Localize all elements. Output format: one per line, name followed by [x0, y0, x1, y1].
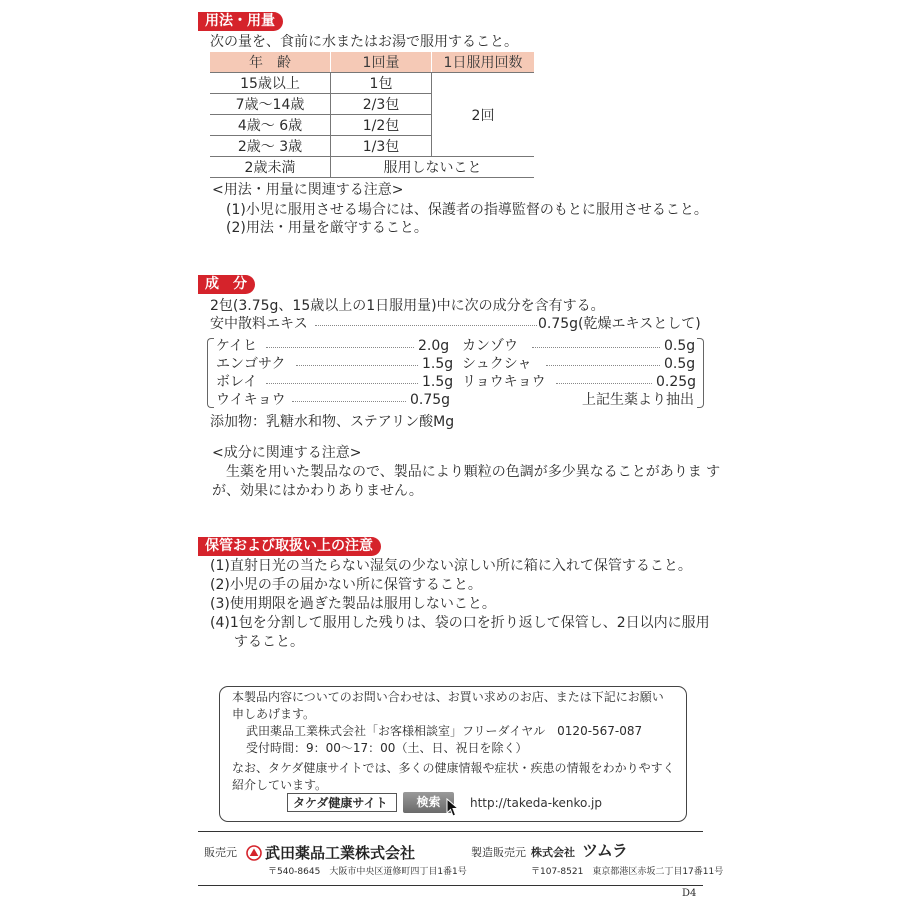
daily-times-cell: 2回: [432, 73, 535, 157]
storage-item: すること。: [234, 634, 304, 650]
ingredient-amount: 0.75g: [410, 392, 451, 408]
ingredient-amount: 0.5g: [664, 356, 696, 372]
site-url[interactable]: http://takeda-kenko.jp: [470, 796, 602, 810]
cursor-icon: [446, 798, 460, 818]
dosage-table: [210, 52, 534, 178]
storage-item: (3)使用期限を過ぎた製品は服用しないこと。: [210, 596, 496, 612]
seller-name: 武田薬品工業株式会社: [265, 844, 416, 862]
contact-line: 本製品内容についてのお問い合わせは、お買い求めのお店、または下記にお願い: [232, 690, 664, 704]
header-daily: 1日服用回数: [432, 52, 535, 73]
age-cell: 2歳未満: [210, 157, 331, 178]
page-code: D4: [682, 888, 697, 899]
storage-heading: 保管および取扱い上の注意: [198, 537, 381, 556]
ingredient-name: ウイキョウ: [216, 392, 286, 408]
amount-cell: 1/2包: [331, 115, 432, 136]
contact-line: 申しあげます。: [232, 707, 316, 721]
ingredient-amount: 0.25g: [656, 374, 697, 390]
takeda-logo-icon: [246, 845, 262, 861]
age-cell: 15歳以上: [210, 73, 331, 94]
table-row: [210, 73, 534, 94]
footer-divider-top: [198, 831, 703, 832]
dosage-note: (2)用法・用量を厳守すること。: [226, 220, 428, 236]
extract-name: 安中散料エキス: [210, 316, 308, 332]
extract-amount: 0.75g(乾燥エキスとして): [538, 316, 701, 332]
ingredient-name: シュクシャ: [462, 356, 532, 372]
ingredients-heading: 成 分: [198, 275, 255, 294]
storage-item: (4)1包を分割して服用した残りは、袋の口を折り返して保管し、2日以内に服用: [210, 615, 710, 631]
header-age: 年 齢: [210, 52, 331, 73]
seller-label: 販売元: [204, 846, 237, 859]
dosage-notes-title: <用法・用量に関連する注意>: [212, 182, 404, 198]
ingredient-amount: 1.5g: [422, 356, 454, 372]
ingredient-name: エンゴサク: [216, 356, 286, 372]
ingredient-name: ボレイ: [216, 374, 258, 390]
site-line: なお、タケダ健康サイトでは、多くの健康情報や症状・疾患の情報をわかりやすく: [232, 761, 675, 775]
dosage-note: (1)小児に服用させる場合には、保護者の指導監督のもとに服用させること。: [226, 202, 708, 218]
leader-dots: [532, 347, 660, 348]
maker-prefix: 株式会社: [531, 846, 575, 859]
storage-item: (1)直射日光の当たらない湿気の少ない涼しい所に箱に入れて保管すること。: [210, 558, 692, 574]
extract-note: 上記生薬より抽出: [582, 392, 694, 408]
ingredient-name: ケイヒ: [216, 338, 258, 354]
ingredients-note: が、効果にはかわりありません。: [212, 483, 423, 499]
additives: 添加物：乳糖水和物、ステアリン酸Mg: [210, 414, 455, 430]
amount-cell: 1/3包: [331, 136, 432, 157]
maker-address: 〒107-8521 東京都港区赤坂二丁目17番11号: [531, 867, 724, 877]
ingredients-intro: 2包(3.75g、15歳以上の1日服用量)中に次の成分を含有する。: [210, 298, 605, 314]
leader-dots: [546, 365, 660, 366]
search-input[interactable]: タケダ健康サイト: [287, 793, 397, 812]
leader-dots: [266, 383, 418, 384]
contact-company: 武田薬品工業株式会社「お客様相談室」フリーダイヤル 0120-567-087: [246, 724, 643, 738]
leader-dots: [292, 401, 406, 402]
maker-label: 製造販売元: [471, 846, 526, 859]
maker-name: ツムラ: [582, 841, 627, 860]
dosage-intro: 次の量を、食前に水またはお湯で服用すること。: [210, 34, 518, 50]
search-button[interactable]: 検索: [403, 792, 454, 813]
ingredient-amount: 1.5g: [422, 374, 454, 390]
ingredient-name: カンゾウ: [462, 338, 518, 354]
leader-dots: [556, 383, 652, 384]
age-cell: 7歳〜14歳: [210, 94, 331, 115]
seller-address: 〒540-8645 大阪市中央区道修町四丁目1番1号: [268, 867, 467, 877]
contact-hours: 受付時間：9：00〜17：00（土、日、祝日を除く）: [246, 741, 528, 755]
age-cell: 2歳〜 3歳: [210, 136, 331, 157]
amount-cell: 2/3包: [331, 94, 432, 115]
right-bracket: [697, 338, 704, 408]
table-row: [210, 157, 534, 178]
header-amount: 1回量: [331, 52, 432, 73]
age-cell: 4歳〜 6歳: [210, 115, 331, 136]
ingredient-name: リョウキョウ: [462, 374, 546, 390]
leader-dots: [315, 325, 537, 326]
ingredient-amount: 2.0g: [418, 338, 450, 354]
under2-note-cell: 服用しないこと: [331, 157, 535, 178]
footer-divider-bottom: [198, 885, 703, 886]
leader-dots: [266, 347, 414, 348]
left-bracket: [207, 338, 214, 408]
ingredient-amount: 0.5g: [664, 338, 696, 354]
ingredients-note: 生薬を用いた製品なので、製品により顆粒の色調が多少異なることがありま す: [226, 464, 721, 480]
site-line: 紹介しています。: [232, 778, 328, 792]
ingredients-notes-title: <成分に関連する注意>: [212, 445, 362, 461]
storage-item: (2)小児の手の届かない所に保管すること。: [210, 577, 482, 593]
dosage-heading: 用法・用量: [198, 12, 283, 31]
dosage-table-header: [210, 52, 534, 73]
leader-dots: [296, 365, 418, 366]
amount-cell: 1包: [331, 73, 432, 94]
